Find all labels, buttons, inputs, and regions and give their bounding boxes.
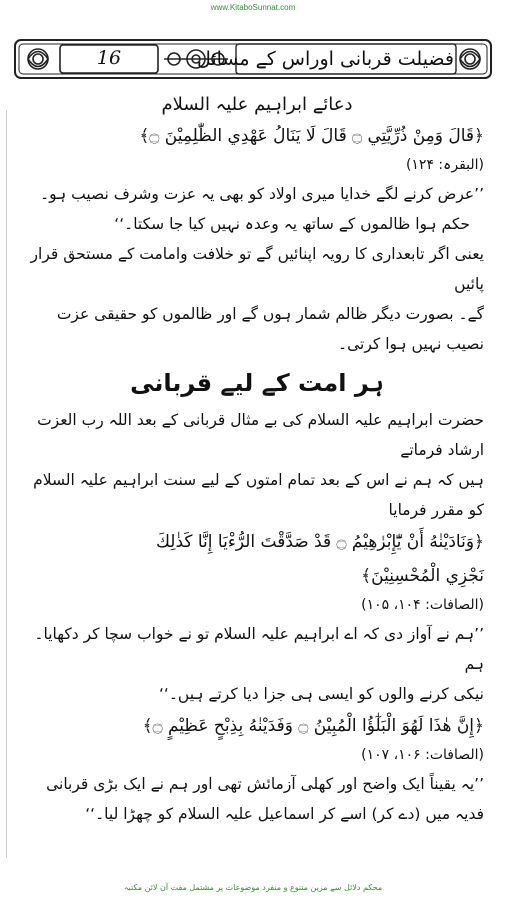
- page-body: [30, 90, 484, 864]
- verse-reference: (البقرہ: ۱۲۴): [405, 157, 484, 173]
- section-heading-qurbani: ہر امت کے لیے قربانی: [130, 369, 384, 397]
- translation-line: ’’یہ یقیناً ایک واضح اور کھلی آزمائش تھی اور ہم نے ایک بڑی قربانی: [46, 775, 484, 793]
- quran-verse: ﴿وَنَادَيْنٰهُ أَنْ يّٰٓإِبْرٰهِيْمُ ۝ قَدْ صَدَّقْتَ الرُّءْيَا إِنَّا كَذٰلِكَ: [155, 532, 484, 552]
- translation-line: فدیہ میں (دے کر) اسے کر اسماعیل علیہ السلام کو چھڑا لیا۔‘‘: [85, 805, 484, 823]
- margin-line: [6, 110, 7, 858]
- section-heading-dua: دعائے ابراہیم علیہ السلام: [161, 94, 353, 115]
- translation-line: ’’عرض کرنے لگے خدایا میری اولاد کو بھی یہ عزت وشرف نصیب ہو۔: [40, 185, 484, 203]
- translation-line: ’’ہم نے آواز دی کہ اے ابراہیم علیہ السلام تو نے خواب سچا کر دکھایا۔ ہم: [34, 625, 484, 673]
- explanation-line: گے۔ بصورت دیگر ظالم شمار ہوں گے اور ظالموں کو حقیقی عزت نصیب نہیں ہوا کرتی۔: [56, 305, 484, 353]
- paragraph-line: حضرت ابراہیم علیہ السلام کی بے مثال قربانی کے بعد اللہ رب العزت ارشاد فرماتے: [37, 411, 484, 459]
- verse-reference: (الصافات: ۱۰۶، ۱۰۷): [361, 747, 484, 763]
- quran-verse: نَجْزِي الْمُحْسِنِيْنَ﴾: [361, 566, 484, 586]
- quran-verse: ﴿قَالَ وَمِنْ ذُرِّيَّتِي ۝ قَالَ لَا يَنَالُ عَهْدِي الظّٰلِمِيْنَ ۝﴾: [139, 126, 484, 146]
- page-header: [14, 36, 492, 82]
- page-number: 16: [96, 47, 122, 69]
- verse-reference: (الصافات: ۱۰۴، ۱۰۵): [361, 597, 484, 613]
- site-link[interactable]: www.KitaboSunnat.com: [210, 3, 296, 12]
- translation-line: حکم ہوا ظالموں کے ساتھ یہ وعدہ نہیں کیا جا سکتا۔‘‘: [114, 215, 470, 233]
- paragraph-line: ہیں کہ ہم نے اس کے بعد تمام امتوں کے لیے سنت ابراہیم علیہ السلام کو مقرر فرمایا: [33, 471, 484, 519]
- running-title: فضیلت قربانی اوراس کے مسائل: [196, 48, 454, 70]
- footer-note[interactable]: محکم دلائل سے مزین متنوع و منفرد موضوعات پر مشتمل مفت آن لائن مکتبہ: [123, 883, 383, 892]
- explanation-line: یعنی اگر تابعداری کا رویہ اپنائیں گے تو خلافت وامامت کے مستحق قرار پائیں: [30, 245, 484, 293]
- translation-line: نیکی کرنے والوں کو ایسی ہی جزا دیا کرتے ہیں۔‘‘: [158, 685, 484, 703]
- quran-verse: ﴿إِنَّ هٰذَا لَهُوَ الْبَلٰٓؤُا الْمُبِيْنُ ۝ وَفَدَيْنٰهُ بِذِبْحٍ عَظِيْمٍ ۝﴾: [142, 716, 484, 736]
